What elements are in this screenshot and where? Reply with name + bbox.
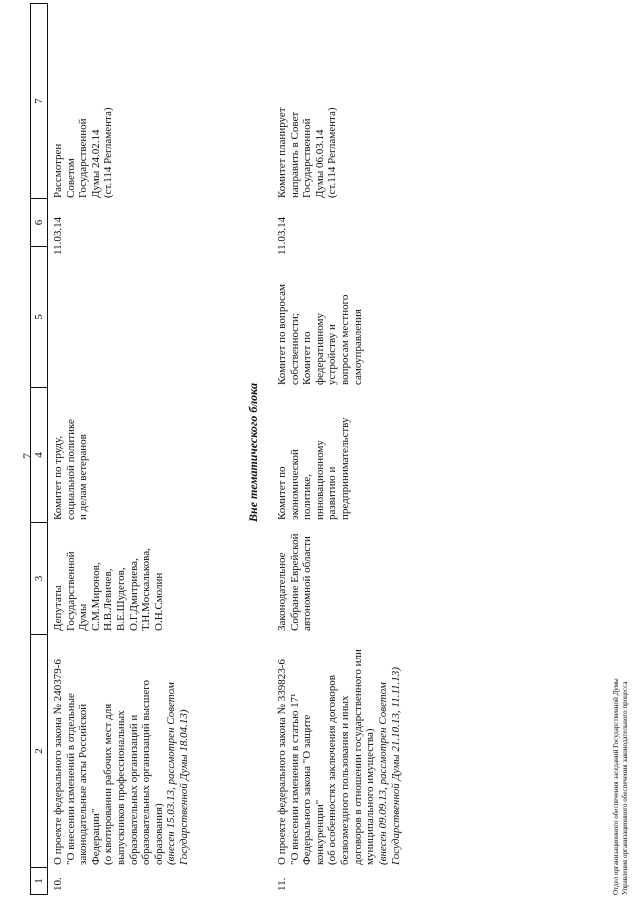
row-10-bill: О проекте федерального закона № 240379-6 "О внесении изменений в отдельные законодательные акты Российской Федерации" (о квотировании рабочих мест для выпускников профессиональных образовательных организаций и образовательных организаций высшего образования): [52, 659, 165, 865]
row-11-co-committee: Комитет по вопросам собственности; Комитет по федеративному устройству и вопросам местного самоуправления: [276, 284, 364, 385]
row-11-date: 11.03.14: [276, 216, 288, 255]
row-10-note: Рассмотрен Советом Государственной Думы 24.02.14 (ст.114 Регламента): [52, 107, 115, 198]
row-11-committee: Комитет по экономической политике, инновационному развитию и предпринимательству: [276, 417, 351, 520]
row-11-bill-note: (внесен 09.09.13, рассмотрен Советом Государственной Думы 21.10.13, 11.11.13): [377, 667, 402, 865]
row-10-author: Депутаты Государственной Думы С.М.Миронов, Н.В.Левичев, В.Е.Шудегов, О.Г.Дмитриева, Т.Н.Москалькова, О.Н.Смолин: [52, 548, 165, 631]
col-header-1: 1: [31, 867, 47, 894]
row-10-bill-note: (внесен 15.03.13, рассмотрен Советом Государственной Думы 18.04.13): [165, 682, 190, 865]
row-11-bill: О проекте федерального закона № 339823-6 "О внесении изменения в статью 17¹ Федерального закона "О защите конкуренции" (об особенностях заключения договоров безвозмездного пользования и иных договоров в отношении государственного или муниципального имущества): [276, 649, 377, 865]
col-header-7: 7: [33, 98, 45, 104]
row-10-number: 10.: [52, 877, 64, 891]
col-header-2: 2: [31, 634, 47, 867]
row-10-committee: Комитет по труду, социальной политике и делам ветеранов: [52, 419, 90, 520]
row-11-note: Комитет планирует направить в Совет Государственной Думы 06.03.14 (ст.114 Регламента): [276, 107, 339, 198]
col-header-4: 4: [31, 387, 47, 522]
row-11-number: 11.: [276, 877, 288, 891]
row-10-date: 11.03.14: [52, 216, 64, 255]
col-header-6: 6: [31, 198, 47, 246]
row-11-author: Законодательное Собрание Еврейской автономной области: [276, 533, 314, 631]
section-title: Вне тематического блока: [246, 383, 260, 522]
page-number: 7: [20, 453, 34, 459]
col-header-5: 5: [31, 246, 47, 387]
col-header-3: 3: [31, 522, 47, 634]
footer: Отдел организационного обеспечения заседаний Государственной Думы Управления организационного обеспечения законодательного процесса: [612, 678, 629, 895]
table-header: [30, 3, 48, 895]
